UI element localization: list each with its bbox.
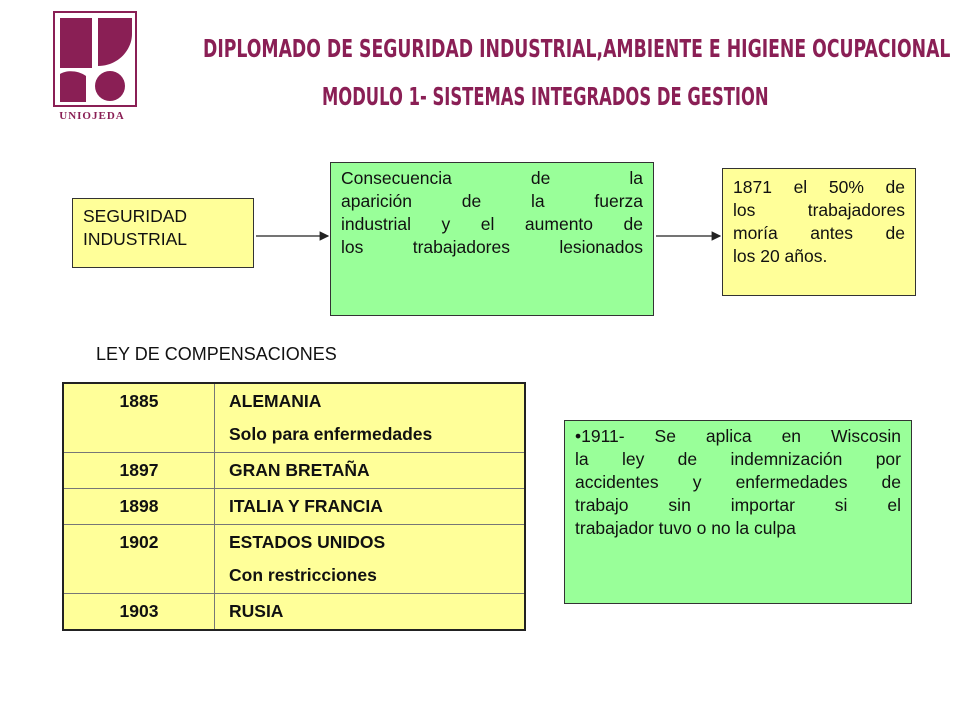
table-row	[63, 383, 525, 453]
estadistica-line: moría antes de	[733, 223, 905, 243]
country-name: RUSIA	[229, 601, 284, 621]
year-cell: 1902	[63, 525, 215, 594]
wisconsin-line: accidentes y enfermedades de	[575, 472, 901, 492]
year-cell: 1903	[63, 594, 215, 631]
country-name: ESTADOS UNIDOS	[229, 532, 386, 552]
table-row	[63, 525, 525, 594]
consecuencia-line: aparición de la fuerza	[341, 191, 643, 211]
country-cell	[215, 594, 526, 631]
wisconsin-1911-box	[564, 420, 912, 604]
country-note: Con restricciones	[229, 565, 377, 585]
wisconsin-line: trabajador tuvo o no la culpa	[575, 518, 796, 538]
table-row	[63, 594, 525, 631]
year-cell: 1898	[63, 489, 215, 525]
estadistica-line: 1871 el 50% de	[733, 177, 905, 197]
wisconsin-line: •1911- Se aplica en Wiscosin	[575, 426, 901, 446]
table-row	[63, 453, 525, 489]
wisconsin-line: la ley de indemnización por	[575, 449, 901, 469]
uniojeda-logo-icon	[52, 10, 138, 116]
estadistica-line: los trabajadores	[733, 200, 905, 220]
consecuencia-line: Consecuencia de la	[341, 168, 643, 188]
country-cell	[215, 453, 526, 489]
uniojeda-logo	[52, 10, 138, 116]
logo-text: UNIOJEDA	[59, 110, 125, 122]
seguridad-line: INDUSTRIAL	[83, 229, 188, 249]
seguridad-line: SEGURIDAD	[83, 206, 188, 226]
table-row	[63, 489, 525, 525]
consecuencia-box	[330, 162, 654, 316]
country-name: GRAN BRETAÑA	[229, 460, 370, 480]
year-cell: 1897	[63, 453, 215, 489]
wisconsin-line: trabajo sin importar si el	[575, 495, 901, 515]
country-name: ALEMANIA	[229, 391, 322, 411]
country-cell	[215, 383, 526, 453]
consecuencia-line: industrial y el aumento de	[341, 214, 643, 234]
page-title: DIPLOMADO DE SEGURIDAD INDUSTRIAL,AMBIENTE E HIGIENE OCUPACIONAL	[203, 34, 951, 63]
country-cell	[215, 489, 526, 525]
estadistica-1871-box	[722, 168, 916, 296]
page-subtitle: MODULO 1- SISTEMAS INTEGRADOS DE GESTION	[322, 82, 769, 111]
year-cell: 1885	[63, 383, 215, 453]
country-cell	[215, 525, 526, 594]
estadistica-line: los 20 años.	[733, 246, 828, 266]
seguridad-industrial-box	[72, 198, 254, 268]
country-note: Solo para enfermedades	[229, 424, 433, 444]
compensation-law-table	[62, 382, 526, 631]
ley-heading: LEY DE COMPENSACIONES	[96, 344, 337, 364]
country-name: ITALIA Y FRANCIA	[229, 496, 383, 516]
consecuencia-line: los trabajadores lesionados	[341, 237, 643, 257]
